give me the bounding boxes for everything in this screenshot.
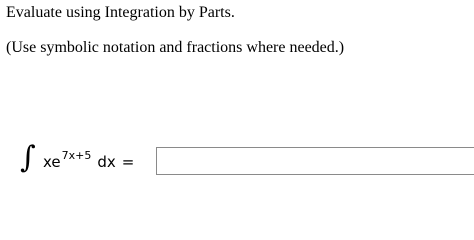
integrand-base: xe [43, 153, 61, 171]
equals-sign: = [121, 153, 135, 171]
hint-text: (Use symbolic notation and fractions where needed.) [6, 39, 345, 56]
instruction-text: Evaluate using Integration by Parts. [6, 4, 235, 21]
integrand-exponent: 7x+5 [61, 149, 92, 162]
integrand [43, 149, 135, 174]
integral-sign: ∫ [20, 140, 36, 175]
answer-input[interactable] [156, 147, 474, 175]
integral-expression [20, 138, 474, 188]
differential: dx [97, 153, 116, 171]
